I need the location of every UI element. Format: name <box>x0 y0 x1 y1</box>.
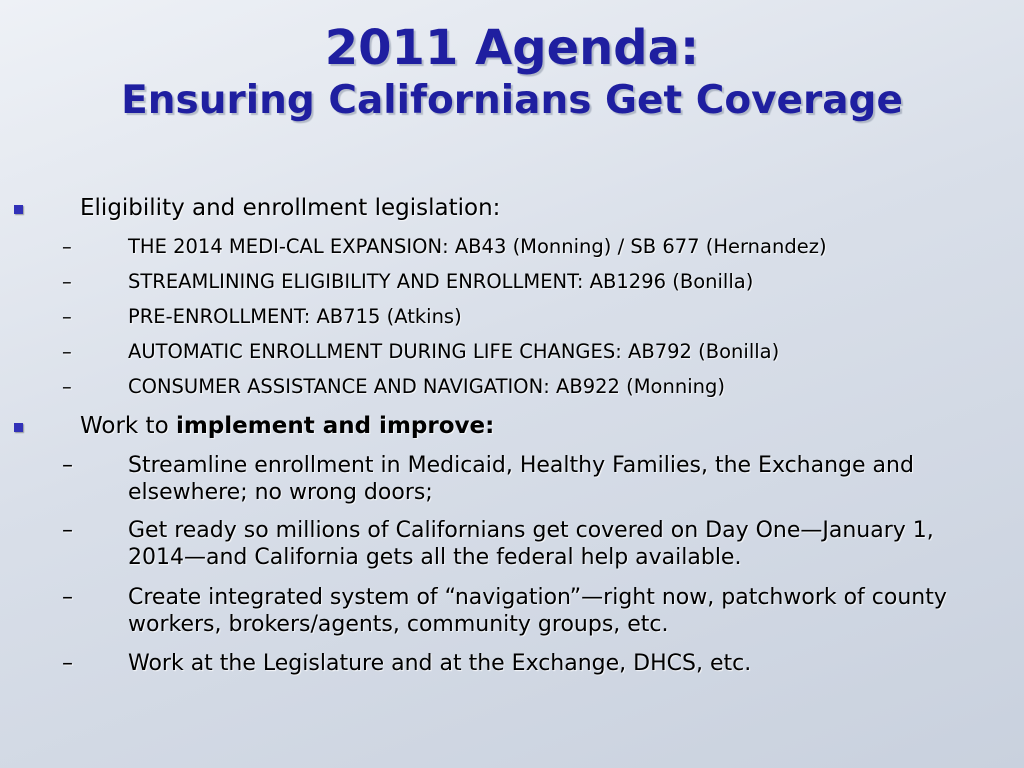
dash-icon: – <box>62 305 72 328</box>
bullet-text-bold: implement and improve: <box>175 413 495 439</box>
sub-item-text: AUTOMATIC ENROLLMENT DURING LIFE CHANGES: AB792 (Bonilla) <box>128 340 780 363</box>
sub-item-text: THE 2014 MEDI-CAL EXPANSION: AB43 (Monning) / SB 677 (Hernandez) <box>128 235 827 258</box>
title-line-2: Ensuring Californians Get Coverage <box>121 78 903 123</box>
dash-icon: – <box>62 270 72 293</box>
bullet-text-work <box>80 412 494 440</box>
dash-icon: – <box>62 585 73 610</box>
sub-item-text: Create integrated system of “navigation”—right now, patchwork of county workers, brokers/agents, community groups, etc. <box>128 585 947 637</box>
slide-title <box>0 20 1024 126</box>
dash-icon: – <box>62 235 72 258</box>
bullet-text-prefix: Work to <box>80 413 176 439</box>
square-bullet-icon <box>14 423 23 432</box>
dash-icon: – <box>62 453 73 478</box>
sub-item-text: Work at the Legislature and at the Exchange, DHCS, etc. <box>128 651 752 676</box>
dash-icon: – <box>62 651 73 676</box>
bullet-text-eligibility: Eligibility and enrollment legislation: <box>80 195 501 221</box>
sub-item-text: STREAMLINING ELIGIBILITY AND ENROLLMENT: AB1296 (Bonilla) <box>128 270 754 293</box>
sub-item-text: CONSUMER ASSISTANCE AND NAVIGATION: AB922 (Monning) <box>128 375 725 398</box>
dash-icon: – <box>62 518 73 543</box>
dash-icon: – <box>62 375 72 398</box>
sub-item-text: Get ready so millions of Californians get covered on Day One—January 1, 2014—and California gets all the federal help available. <box>128 518 934 570</box>
square-bullet-icon <box>14 205 23 214</box>
title-line-1: 2011 Agenda: <box>324 20 700 76</box>
sub-item-text: Streamline enrollment in Medicaid, Healthy Families, the Exchange and elsewhere; no wrong doors; <box>128 453 914 505</box>
sub-item-text: PRE-ENROLLMENT: AB715 (Atkins) <box>128 305 462 328</box>
dash-icon: – <box>62 340 72 363</box>
